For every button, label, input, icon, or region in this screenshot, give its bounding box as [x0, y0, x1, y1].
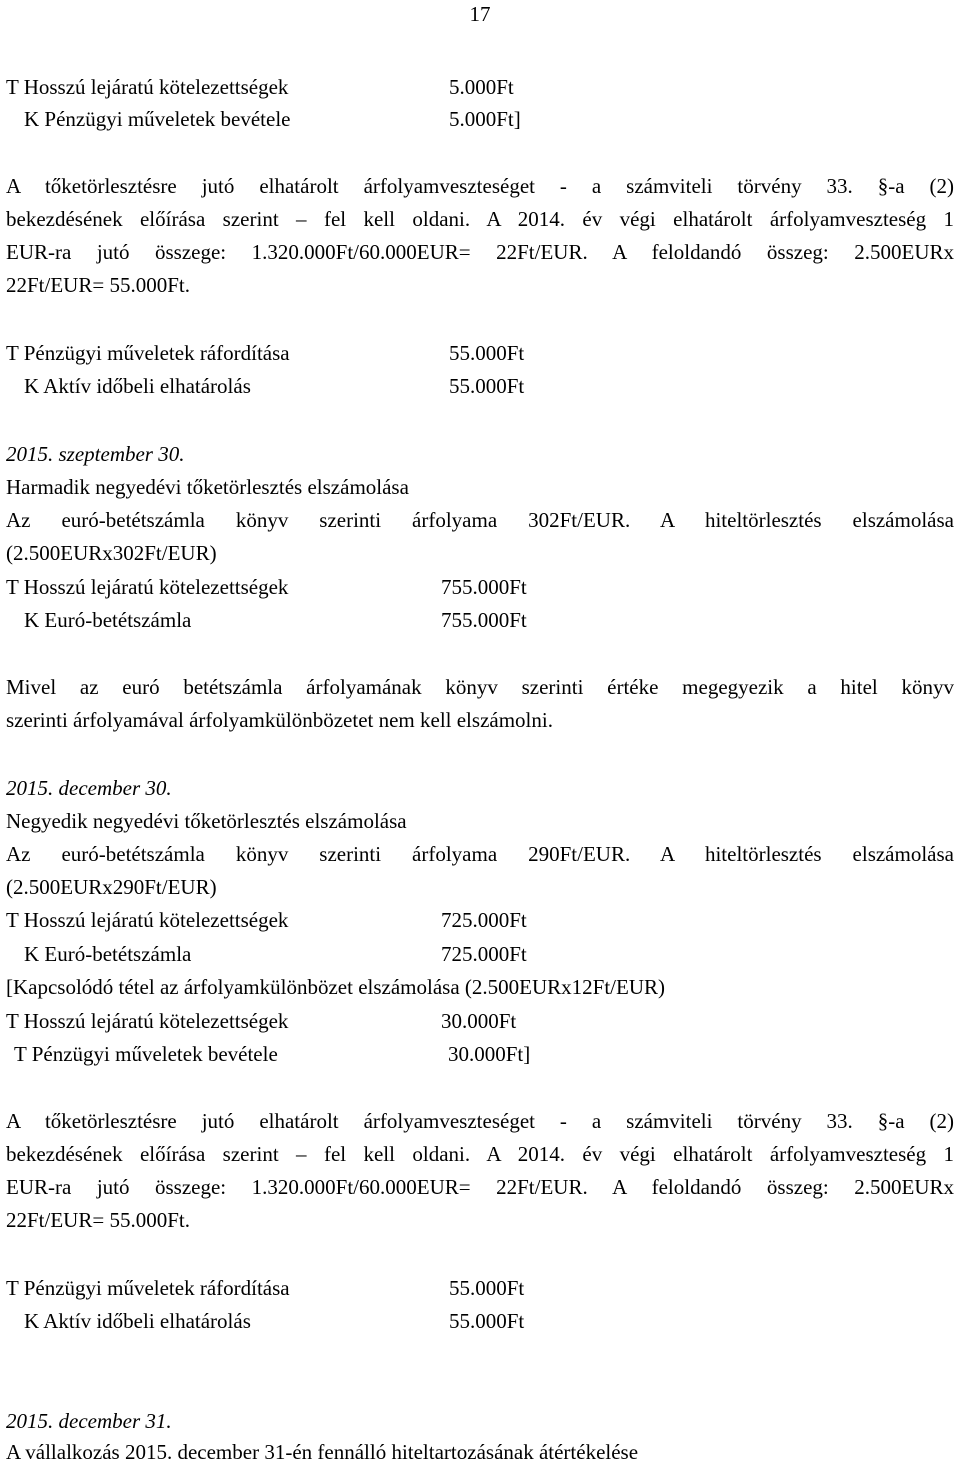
entry-amount: 725.000Ft — [441, 942, 527, 966]
paragraph-line: EUR-ra jutó összege: 1.320.000Ft/60.000EUR= 22Ft/EUR. A feloldandó összeg: 2.500EURx — [6, 240, 954, 264]
entry-amount: 5.000Ft — [449, 75, 514, 99]
paragraph-line: 22Ft/EUR= 55.000Ft. — [6, 1208, 190, 1232]
entry-amount: 5.000Ft] — [449, 107, 521, 131]
entry-label: T Hosszú lejáratú kötelezettségek — [6, 908, 289, 932]
entry-label: T Pénzügyi műveletek ráfordítása — [6, 1276, 290, 1300]
entry-label: K Pénzügyi műveletek bevétele — [24, 107, 291, 131]
entry-amount: 755.000Ft — [441, 575, 527, 599]
section-heading: Negyedik negyedévi tőketörlesztés elszámolása — [6, 809, 407, 833]
section-heading: A vállalkozás 2015. december 31-én fennálló hiteltartozásának átértékelése — [6, 1440, 639, 1464]
section-line: Az euró-betétszámla könyv szerinti árfolyama 290Ft/EUR. A hiteltörlesztés elszámolása — [6, 842, 954, 866]
paragraph-line: A tőketörlesztésre jutó elhatárolt árfolyamveszteséget - a számviteli törvény 33. §-a (2) — [6, 174, 954, 198]
entry-label: K Euró-betétszámla — [24, 942, 192, 966]
entry-amount: 55.000Ft — [449, 1309, 525, 1333]
paragraph-line: szerinti árfolyamával árfolyamkülönbözetet nem kell elszámolni. — [6, 708, 553, 732]
paragraph-line: bekezdésének előírása szerint – fel kell oldani. A 2014. év végi elhatárolt árfolyamveszteség 1 — [6, 207, 954, 231]
entry-amount: 30.000Ft] — [448, 1042, 531, 1066]
section-heading: Harmadik negyedévi tőketörlesztés elszámolása — [6, 475, 409, 499]
entry-amount: 55.000Ft — [449, 374, 525, 398]
paragraph-line: bekezdésének előírása szerint – fel kell oldani. A 2014. év végi elhatárolt árfolyamveszteség 1 — [6, 1142, 954, 1166]
section-date: 2015. szeptember 30. — [6, 442, 185, 466]
section-date: 2015. december 31. — [6, 1409, 172, 1433]
entry-label: T Hosszú lejáratú kötelezettségek — [6, 575, 289, 599]
related-note: [Kapcsolódó tétel az árfolyamkülönbözet elszámolása (2.500EURx12Ft/EUR) — [6, 975, 665, 999]
page-number: 17 — [469, 2, 491, 26]
paragraph-line: EUR-ra jutó összege: 1.320.000Ft/60.000EUR= 22Ft/EUR. A feloldandó összeg: 2.500EURx — [6, 1175, 954, 1199]
entry-label: T Hosszú lejáratú kötelezettségek — [6, 75, 289, 99]
section-line: Az euró-betétszámla könyv szerinti árfolyama 302Ft/EUR. A hiteltörlesztés elszámolása — [6, 508, 954, 532]
paragraph-line: A tőketörlesztésre jutó elhatárolt árfolyamveszteséget - a számviteli törvény 33. §-a (2) — [6, 1109, 954, 1133]
entry-label: K Aktív időbeli elhatárolás — [24, 1309, 251, 1333]
entry-label: T Hosszú lejáratú kötelezettségek — [6, 1009, 289, 1033]
entry-label: T Pénzügyi műveletek ráfordítása — [6, 341, 290, 365]
entry-label: K Aktív időbeli elhatárolás — [24, 374, 251, 398]
entry-amount: 755.000Ft — [441, 608, 527, 632]
entry-amount: 55.000Ft — [449, 341, 525, 365]
entry-label: T Pénzügyi műveletek bevétele — [14, 1042, 278, 1066]
entry-amount: 55.000Ft — [449, 1276, 525, 1300]
paragraph-line: Mivel az euró betétszámla árfolyamának könyv szerinti értéke megegyezik a hitel könyv — [6, 675, 954, 699]
entry-amount: 725.000Ft — [441, 908, 527, 932]
entry-label: K Euró-betétszámla — [24, 608, 192, 632]
section-line: (2.500EURx290Ft/EUR) — [6, 875, 217, 899]
entry-amount: 30.000Ft — [441, 1009, 517, 1033]
section-line: (2.500EURx302Ft/EUR) — [6, 541, 217, 565]
section-date: 2015. december 30. — [6, 776, 172, 800]
paragraph-line: 22Ft/EUR= 55.000Ft. — [6, 273, 190, 297]
